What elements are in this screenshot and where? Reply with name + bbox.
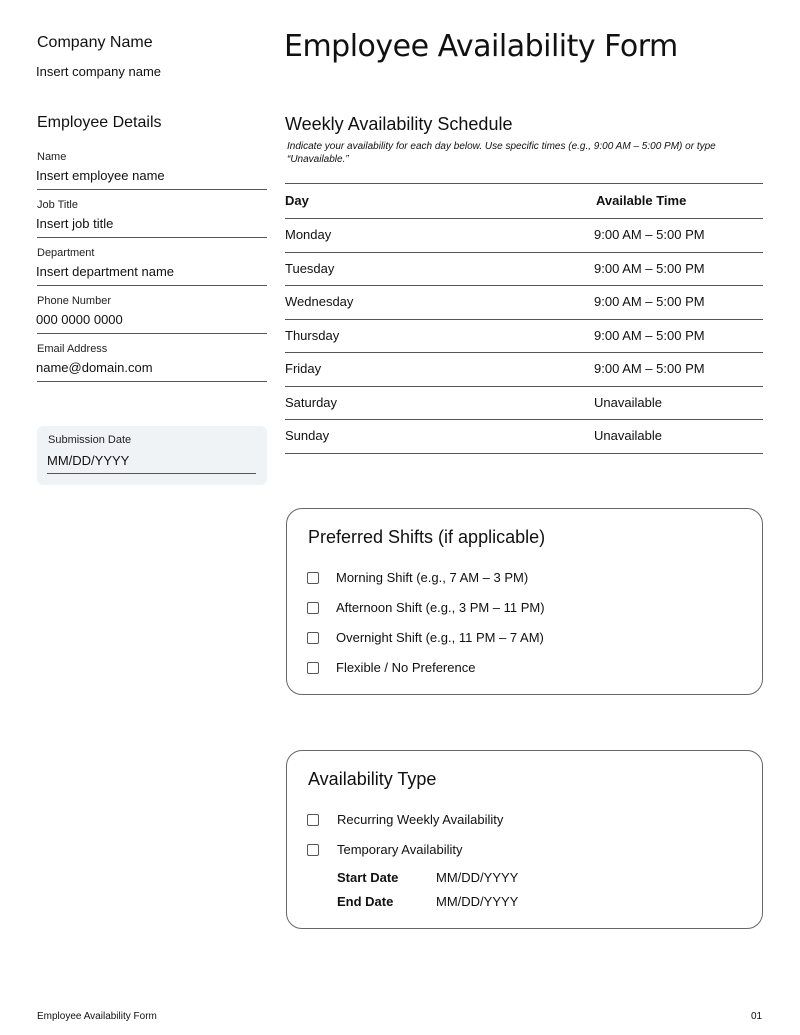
submission-date-box xyxy=(37,426,267,485)
field-input[interactable]: Insert job title xyxy=(36,216,114,231)
divider xyxy=(285,453,763,454)
day-cell: Thursday xyxy=(285,327,340,343)
schedule-instructions: Indicate your availability for each day below. Use specific times (e.g., 9:00 AM – 5:00 PM) or type “Unavailable.” xyxy=(287,141,716,165)
shift-option-label: Morning Shift (e.g., 7 AM – 3 PM) xyxy=(336,570,529,585)
employee-details-heading: Employee Details xyxy=(37,114,162,131)
field-label: Department xyxy=(37,247,95,259)
availability-type-label: Temporary Availability xyxy=(337,842,463,857)
divider xyxy=(47,473,256,474)
field-label: Email Address xyxy=(37,343,108,355)
day-cell: Tuesday xyxy=(285,260,335,276)
field-label: Job Title xyxy=(37,199,78,211)
company-name-field[interactable]: Insert company name xyxy=(36,64,162,79)
field-input[interactable]: 000 0000 0000 xyxy=(36,312,123,327)
time-cell[interactable]: 9:00 AM – 5:00 PM xyxy=(594,227,705,242)
shift-checkbox[interactable] xyxy=(307,662,319,674)
day-cell: Wednesday xyxy=(285,294,354,309)
column-header-time: Available Time xyxy=(596,193,687,208)
day-cell: Friday xyxy=(285,361,322,376)
availability-type-checkbox[interactable] xyxy=(307,844,319,856)
field-label: Name xyxy=(37,151,67,163)
day-cell: Sunday xyxy=(285,428,330,443)
field-input[interactable]: Insert employee name xyxy=(36,168,165,183)
availability-type-label: Recurring Weekly Availability xyxy=(337,812,504,827)
divider xyxy=(285,252,763,253)
field-input[interactable]: name@domain.com xyxy=(36,360,153,375)
divider xyxy=(285,183,763,184)
divider xyxy=(37,237,267,238)
time-cell[interactable]: Unavailable xyxy=(594,428,662,443)
shift-checkbox[interactable] xyxy=(307,572,319,584)
schedule-heading: Weekly Availability Schedule xyxy=(285,114,513,134)
divider xyxy=(285,386,763,387)
day-cell: Monday xyxy=(285,227,332,242)
divider xyxy=(285,319,763,320)
time-cell[interactable]: 9:00 AM – 5:00 PM xyxy=(594,294,705,309)
time-cell[interactable]: Unavailable xyxy=(594,394,662,410)
shift-option-label: Flexible / No Preference xyxy=(336,660,476,675)
divider xyxy=(37,381,267,382)
preferred-shifts-heading: Preferred Shifts (if applicable) xyxy=(308,527,546,547)
submission-date-label: Submission Date xyxy=(48,434,132,446)
divider xyxy=(285,352,763,353)
availability-type-checkbox[interactable] xyxy=(307,814,319,826)
submission-date-field[interactable]: MM/DD/YYYY xyxy=(47,453,130,468)
divider xyxy=(37,189,267,190)
availability-type-heading: Availability Type xyxy=(308,769,437,789)
shift-option-label: Afternoon Shift (e.g., 3 PM – 11 PM) xyxy=(336,600,545,615)
time-cell[interactable]: 9:00 AM – 5:00 PM xyxy=(594,327,705,343)
day-cell: Saturday xyxy=(285,394,338,410)
divider xyxy=(37,333,267,334)
start-date-field[interactable]: MM/DD/YYYY xyxy=(436,870,519,885)
field-input[interactable]: Insert department name xyxy=(36,264,175,279)
shift-option-label: Overnight Shift (e.g., 11 PM – 7 AM) xyxy=(336,630,544,645)
time-cell[interactable]: 9:00 AM – 5:00 PM xyxy=(594,260,705,276)
shift-checkbox[interactable] xyxy=(307,602,319,614)
start-date-label: Start Date xyxy=(337,870,399,885)
field-label: Phone Number xyxy=(37,295,111,307)
divider xyxy=(285,419,763,420)
page-title: Employee Availability Form xyxy=(284,29,678,64)
time-cell[interactable]: 9:00 AM – 5:00 PM xyxy=(594,361,705,376)
divider xyxy=(37,285,267,286)
end-date-label: End Date xyxy=(337,894,394,909)
footer-title: Employee Availability Form xyxy=(37,1011,157,1022)
divider xyxy=(285,285,763,286)
column-header-day: Day xyxy=(285,193,309,208)
shift-checkbox[interactable] xyxy=(307,632,319,644)
page-number: 01 xyxy=(751,1011,763,1022)
end-date-field[interactable]: MM/DD/YYYY xyxy=(436,894,519,909)
company-heading: Company Name xyxy=(37,34,153,51)
divider xyxy=(285,218,763,219)
